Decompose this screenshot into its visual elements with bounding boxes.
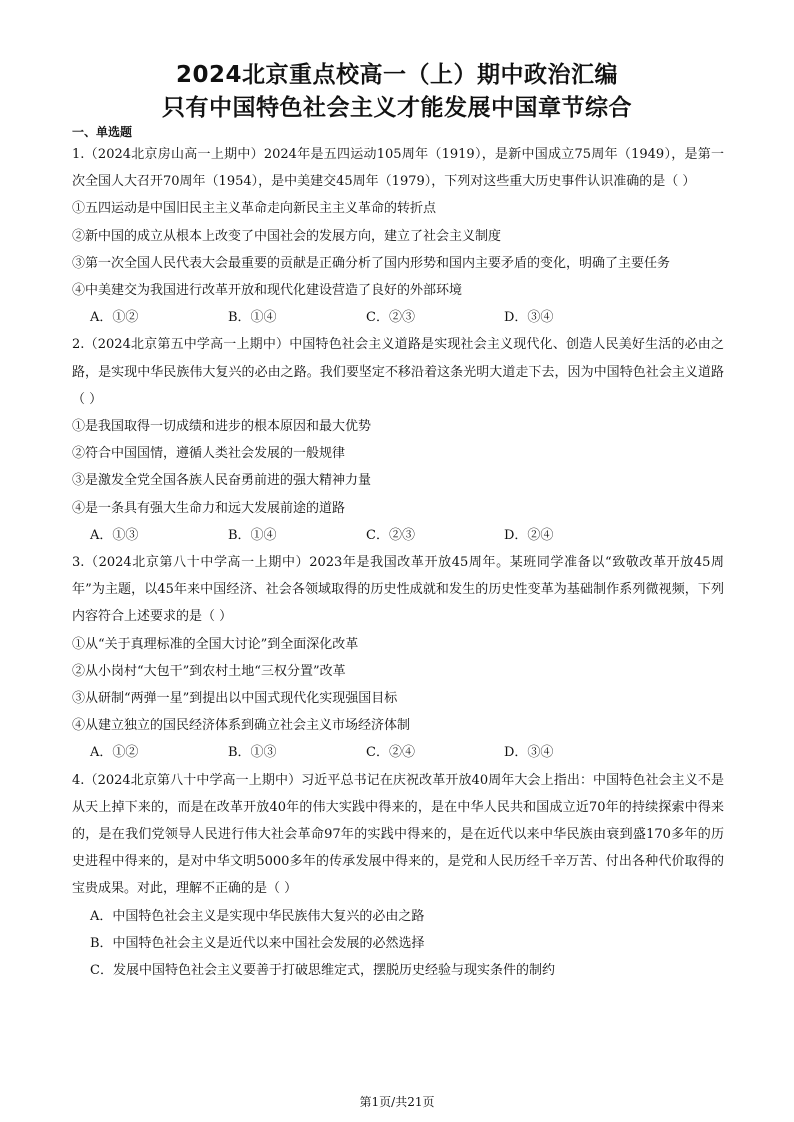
statement: ③从研制“两弹一星”到提出以中国式现代化实现强国目标 [72, 691, 398, 707]
statement: ①五四运动是中国旧民主主义革命走向新民主主义革命的转折点 [72, 201, 437, 217]
option-c: C．②③ [366, 527, 415, 543]
option-c: C．②③ [366, 310, 415, 326]
option-a: A．①③ [90, 527, 139, 543]
question-4 [72, 767, 724, 985]
answer-options [72, 739, 724, 766]
statement: ③第一次全国人民代表大会最重要的贡献是正确分析了国内形势和国内主要矛盾的变化，明确了主要任务 [72, 255, 671, 271]
question-2 [72, 331, 724, 549]
statement: ④从建立独立的国民经济体系到确立社会主义市场经济体制 [72, 718, 411, 734]
question-stem: 1.（2024北京房山高一上期中）2024年是五四运动105周年（1919），是新中国成立75周年（1949），是第一次全国人大召开70周年（1954），是中美建交45周年（1979），下列对这些重大历史事件认识准确的是（ ） [72, 147, 724, 190]
option-b: B．①③ [228, 745, 277, 761]
statement: ①是我国取得一切成绩和进步的根本原因和最大优势 [72, 419, 372, 435]
page-footer: 第1页/共21页 [359, 1095, 435, 1109]
question-stem: 4.（2024北京第八十中学高一上期中）习近平总书记在庆祝改革开放40周年大会上指出：中国特色社会主义不是从天上掉下来的，而是在改革开放40年的伟大实践中得来的，是在中华人民共和国成立近70年的持续探索中得来的，是在我们党领导人民进行伟大社会革命97年的实践中得来的，是在近代以来中华民族由衰到盛170多年的历史进程中得来的，是对中华文明5000多年的传承发展中得来的，是党和人民历经千辛万苦、付出各种代价取得的宝贵成果。对此，理解不正确的是（ ） [72, 772, 724, 897]
option-c: C．发展中国特色社会主义要善于打破思维定式，摆脱历史经验与现实条件的制约 [90, 963, 555, 979]
statement: ③是激发全党全国各族人民奋勇前进的强大精神力量 [72, 473, 372, 489]
option-d: D．③④ [504, 310, 554, 326]
option-d: D．②④ [504, 527, 554, 543]
question-3 [72, 549, 724, 767]
statement: ②符合中国国情，遵循人类社会发展的一般规律 [72, 446, 346, 462]
option-b: B．①④ [228, 527, 277, 543]
question-stem: 2.（2024北京第五中学高一上期中）中国特色社会主义道路是实现社会主义现代化、创造人民美好生活的必由之路，是实现中华民族伟大复兴的必由之路。我们要坚定不移沿着这条光明大道走下去，因为中国特色社会主义道路（ ） [72, 337, 724, 407]
document-title: 2024北京重点校高一（上）期中政治汇编 [175, 62, 618, 88]
question-list [72, 141, 724, 984]
document-subtitle: 只有中国特色社会主义才能发展中国章节综合 [162, 95, 632, 121]
statement: ④是一条具有强大生命力和远大发展前途的道路 [72, 500, 346, 516]
option-d: D．③④ [504, 745, 554, 761]
option-c: C．②④ [366, 745, 415, 761]
option-b: B．①④ [228, 310, 277, 326]
option-b: B．中国特色社会主义是近代以来中国社会发展的必然选择 [90, 935, 425, 951]
option-a: A．①② [90, 745, 139, 761]
answer-options [72, 304, 724, 331]
statement: ②从小岗村“大包干”到农村土地“三权分置”改革 [72, 663, 346, 679]
question-stem: 3.（2024北京第八十中学高一上期中）2023年是我国改革开放45周年。某班同学准备以“致敬改革开放45周年”为主题，以45年来中国经济、社会各领域取得的历史性成就和发生的历史性变革为基础制作系列微视频，下列内容符合上述要求的是（ ） [72, 555, 724, 625]
answer-options [72, 522, 724, 549]
statement: ①从“关于真理标准的全国大讨论”到全面深化改革 [72, 636, 359, 652]
option-a: A．①② [90, 310, 139, 326]
option-a: A．中国特色社会主义是实现中华民族伟大复兴的必由之路 [90, 908, 425, 924]
section-heading: 一、单选题 [72, 125, 133, 139]
statement: ②新中国的成立从根本上改变了中国社会的发展方向，建立了社会主义制度 [72, 228, 502, 244]
statement: ④中美建交为我国进行改革开放和现代化建设营造了良好的外部环境 [72, 283, 463, 299]
question-1 [72, 141, 724, 331]
